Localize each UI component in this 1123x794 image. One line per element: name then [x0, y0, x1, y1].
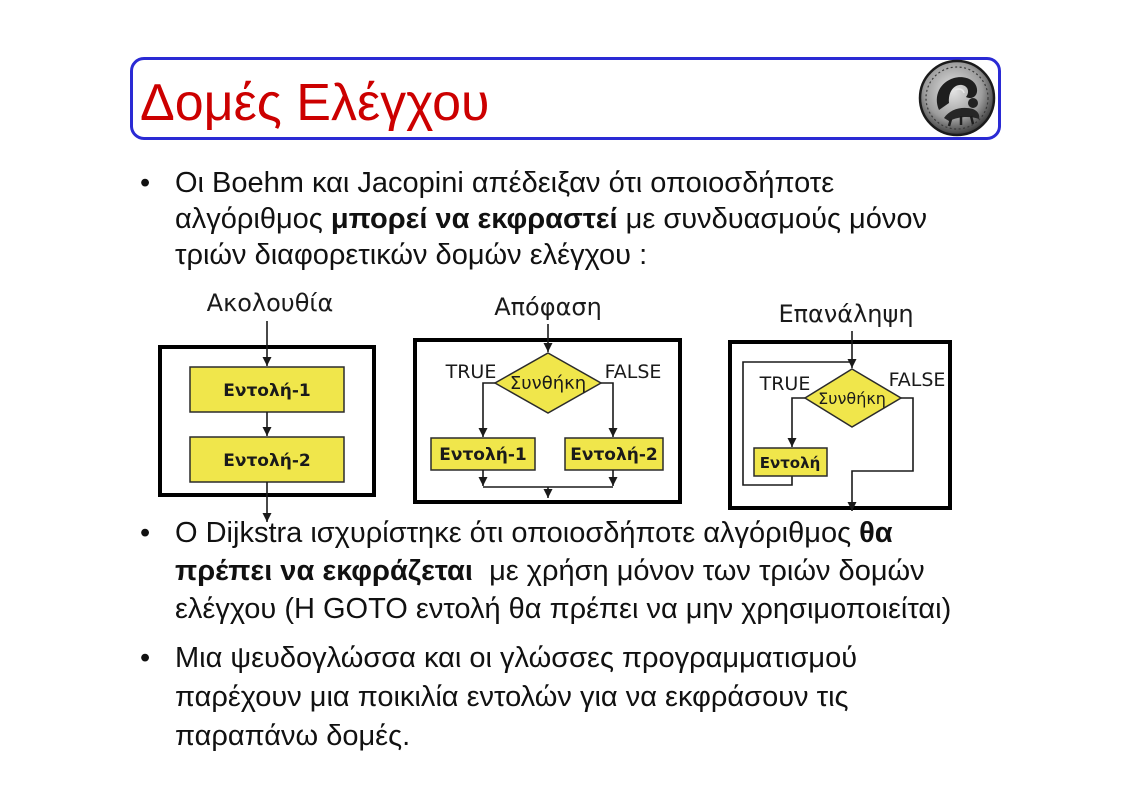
- repetition-statement-text: Εντολή: [759, 454, 821, 472]
- bullet-marker: •: [140, 517, 151, 549]
- decision-true-branch-arrow: [483, 383, 495, 437]
- bullet-line: τριών διαφορετικών δομών ελέγχου :: [175, 239, 648, 271]
- decision-statement-2-text: Εντολή-2: [570, 445, 658, 465]
- sequence-statement-1-text: Εντολή-1: [223, 381, 311, 401]
- decision-condition-text: Συνθήκη: [509, 373, 587, 394]
- decision-label: Απόφαση: [494, 293, 602, 321]
- repetition-false-label: FALSE: [888, 369, 946, 391]
- decision-true-label: TRUE: [445, 361, 497, 383]
- bullet-bold-text: πρέπει να εκφράζεται: [175, 555, 473, 587]
- bullet-line: [140, 514, 951, 552]
- bullet-line: ελέγχου (Η GOTO εντολή θα πρέπει να μην χρησιμοποιείται): [175, 593, 952, 625]
- repetition-frame: [730, 342, 950, 508]
- repetition-condition-text: Συνθήκη: [818, 389, 886, 408]
- decision-diagram: [415, 293, 680, 502]
- bullet-line: Μια ψευδογλώσσα και οι γλώσσες προγραμματισμού: [175, 642, 858, 674]
- decision-false-label: FALSE: [604, 361, 662, 383]
- bullet-text: με συνδυασμούς μόνον: [617, 203, 927, 235]
- slide-title: Δομές Ελέγχου: [140, 74, 490, 132]
- sequence-diagram: [160, 289, 374, 522]
- bullet-marker: •: [140, 167, 151, 199]
- sequence-statement-2-text: Εντολή-2: [223, 451, 311, 471]
- bullet-text: Ο Dijkstra ισχυρίστηκε ότι οποιοσδήποτε αλγόριθμος: [175, 517, 860, 549]
- bullet-marker: •: [140, 642, 151, 674]
- decision-false-branch-arrow: [601, 383, 613, 437]
- repetition-true-label: TRUE: [759, 373, 811, 395]
- repetition-diagram: [730, 300, 950, 511]
- bullet-line: παρέχουν μια ποικιλία εντολών για να εκφράσουν τις: [175, 681, 849, 713]
- repetition-true-branch-arrow: [792, 398, 805, 447]
- bullet-line: Οι Boehm και Jacopini απέδειξαν ότι οποιοσδήποτε: [175, 167, 835, 199]
- bullet-line: [140, 552, 951, 590]
- decision-statement-1-text: Εντολή-1: [439, 445, 527, 465]
- bullet-point-pseudocode: [140, 639, 857, 756]
- sequence-label: Ακολουθία: [206, 289, 334, 317]
- bullet-bold-text: μπορεί να εκφραστεί: [330, 203, 618, 235]
- bullet-text: με χρήση μόνον των τριών δομών: [472, 555, 925, 587]
- bullet-line: παραπάνω δομές.: [175, 720, 411, 752]
- bullet-text: αλγόριθμος: [175, 203, 331, 235]
- bullet-bold-text: θα: [859, 517, 893, 549]
- bullet-point-dijkstra: [140, 514, 951, 628]
- repetition-label: Επανάληψη: [778, 300, 914, 328]
